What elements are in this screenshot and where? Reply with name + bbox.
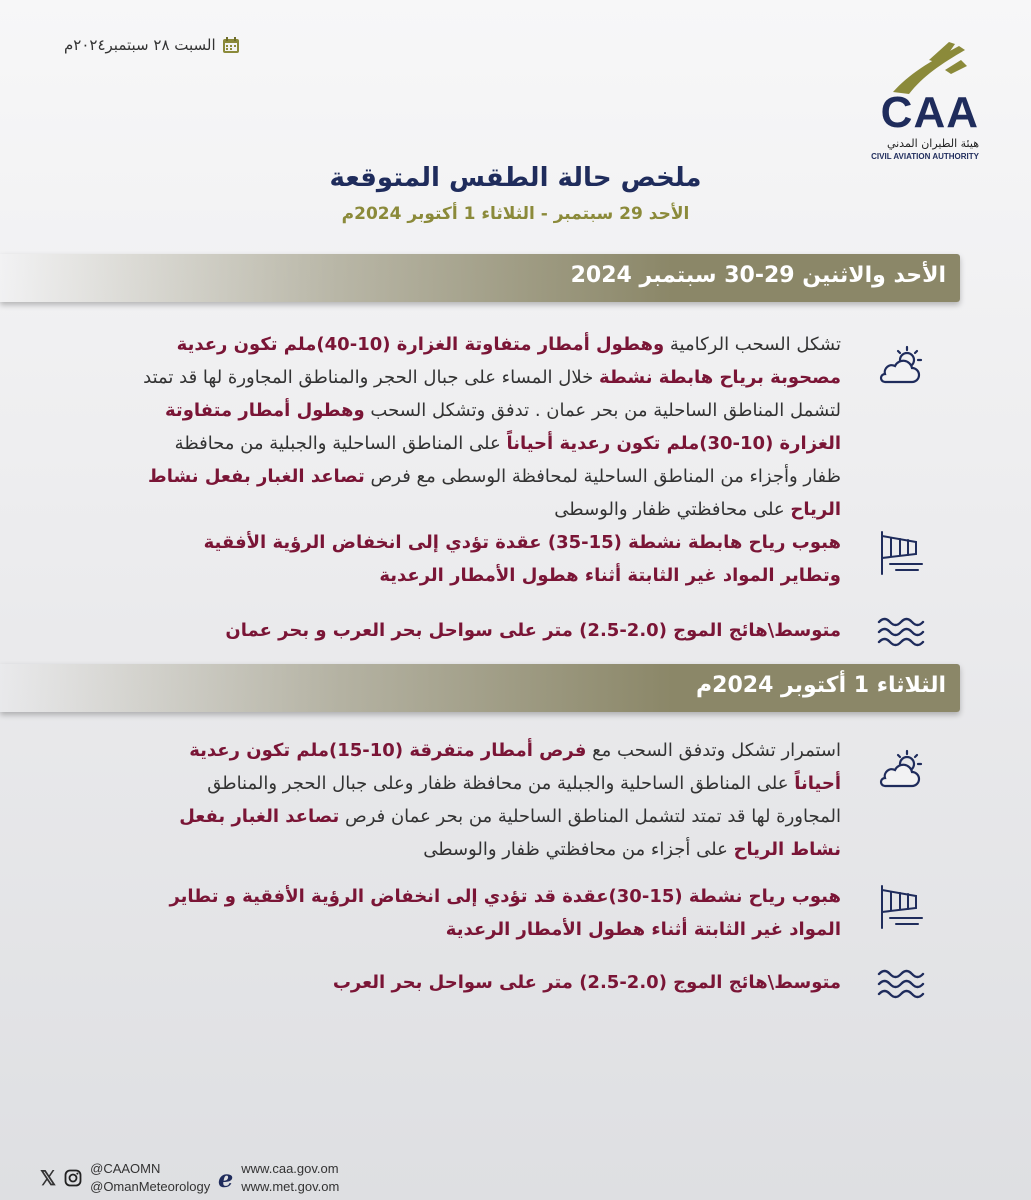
highlight-segment: هبوب رياح نشطة (15-30)عقدة قد تؤدي إلى انخفاض الرؤية الأفقية و تطاير المواد غير الثابتة أثناء هطول الأمطار الرعدية	[169, 886, 841, 940]
waves-icon	[876, 958, 926, 1008]
forecast-item-wind	[141, 526, 841, 592]
highlight-segment: متوسط\هائج الموج (2.0-2.5) متر على سواحل بحر العرب	[332, 972, 841, 993]
section-heading: الأحد والاثنين 29-30 سبتمبر 2024	[570, 263, 946, 288]
section-heading-band	[0, 254, 960, 302]
highlight-segment: تصاعد الغبار بفعل نشاط الرياح	[179, 806, 841, 860]
highlight-segment: هبوب رياح هابطة نشطة (15-35) عقدة تؤدي إلى انخفاض الرؤية الأفقية وتطاير المواد غير الثابتة أثناء هطول الأمطار الرعدية	[203, 532, 841, 586]
partly-cloudy-icon	[876, 746, 926, 796]
caa-logo	[849, 40, 979, 160]
page-title: ملخص حالة الطقس المتوقعة	[329, 163, 702, 193]
waves-icon	[876, 606, 926, 656]
forecast-item-waves	[141, 614, 841, 647]
calendar-icon	[222, 36, 240, 54]
highlight-segment: وهطول أمطار متفاوتة الغزارة (10-30)ملم تكون رعدية أحياناً	[165, 400, 841, 454]
highlight-segment: متوسط\هائج الموج (2.0-2.5) متر على سواحل بحر العرب و بحر عمان	[225, 620, 841, 641]
logo-arabic: هيئة الطيران المدني	[886, 137, 979, 150]
forecast-item-rain	[141, 734, 841, 866]
section-heading: الثلاثاء 1 أكتوبر 2024م	[696, 673, 946, 698]
highlight-segment: تصاعد الغبار بفعل نشاط الرياح	[148, 466, 841, 520]
globe-e-icon: e	[218, 1163, 234, 1193]
logo-abbr: CAA	[880, 88, 979, 137]
date-header	[64, 36, 240, 54]
social-handle[interactable]: @CAAOMN	[90, 1161, 161, 1176]
website-link[interactable]: www.met.gov.om	[241, 1179, 340, 1194]
page-subtitle: الأحد 29 سبتمبر - الثلاثاء 1 أكتوبر 2024م	[341, 204, 690, 224]
forecast-item-rain	[141, 328, 841, 526]
windsock-icon	[876, 528, 926, 578]
section-heading-band	[0, 664, 960, 712]
social-footer	[40, 1160, 210, 1196]
text-segment: استمرار تشكل وتدفق السحب مع	[586, 740, 841, 761]
social-handle[interactable]: @OmanMeteorology	[90, 1179, 211, 1194]
highlight-segment: فرص أمطار متفرقة (10-15)ملم تكون رعدية أحياناً	[189, 740, 841, 794]
text-segment: على المناطق الساحلية والجبلية من محافظة ظفار وعلى جبال الحجر والمناطق المجاورة لها قد تمتد لتشمل المناطق الساحلية من بحر عمان فرص	[207, 773, 841, 827]
text-segment: على المناطق الساحلية والجبلية من محافظة ظفار وأجزاء من المناطق الساحلية لمحافظة الوسطى مع فرص	[174, 433, 841, 487]
forecast-item-waves	[141, 966, 841, 999]
website-link[interactable]: www.caa.gov.om	[241, 1161, 339, 1176]
partly-cloudy-icon	[876, 342, 926, 392]
text-segment: على أجزاء من محافظتي ظفار والوسطى	[423, 839, 734, 860]
text-segment: تشكل السحب الركامية	[664, 334, 841, 355]
highlight-segment: وهطول أمطار متفاوتة الغزارة (10-40)ملم تكون رعدية مصحوبة برياح هابطة نشطة	[176, 334, 841, 388]
instagram-icon[interactable]	[64, 1169, 82, 1187]
text-segment: على محافظتي ظفار والوسطى	[554, 499, 791, 520]
forecast-item-wind	[141, 880, 841, 946]
windsock-icon	[876, 882, 926, 932]
logo-english: CIVIL AVIATION AUTHORITY	[871, 152, 979, 161]
web-footer	[218, 1160, 339, 1196]
x-logo-icon[interactable]: 𝕏	[40, 1167, 57, 1190]
header-date: السبت ٢٨ سبتمبر٢٠٢٤م	[64, 36, 216, 54]
text-segment: خلال المساء على جبال الحجر والمناطق المجاورة لها قد تمتد لتشمل المناطق الساحلية من بحر عمان . تدفق وتشكل السحب	[143, 367, 841, 421]
